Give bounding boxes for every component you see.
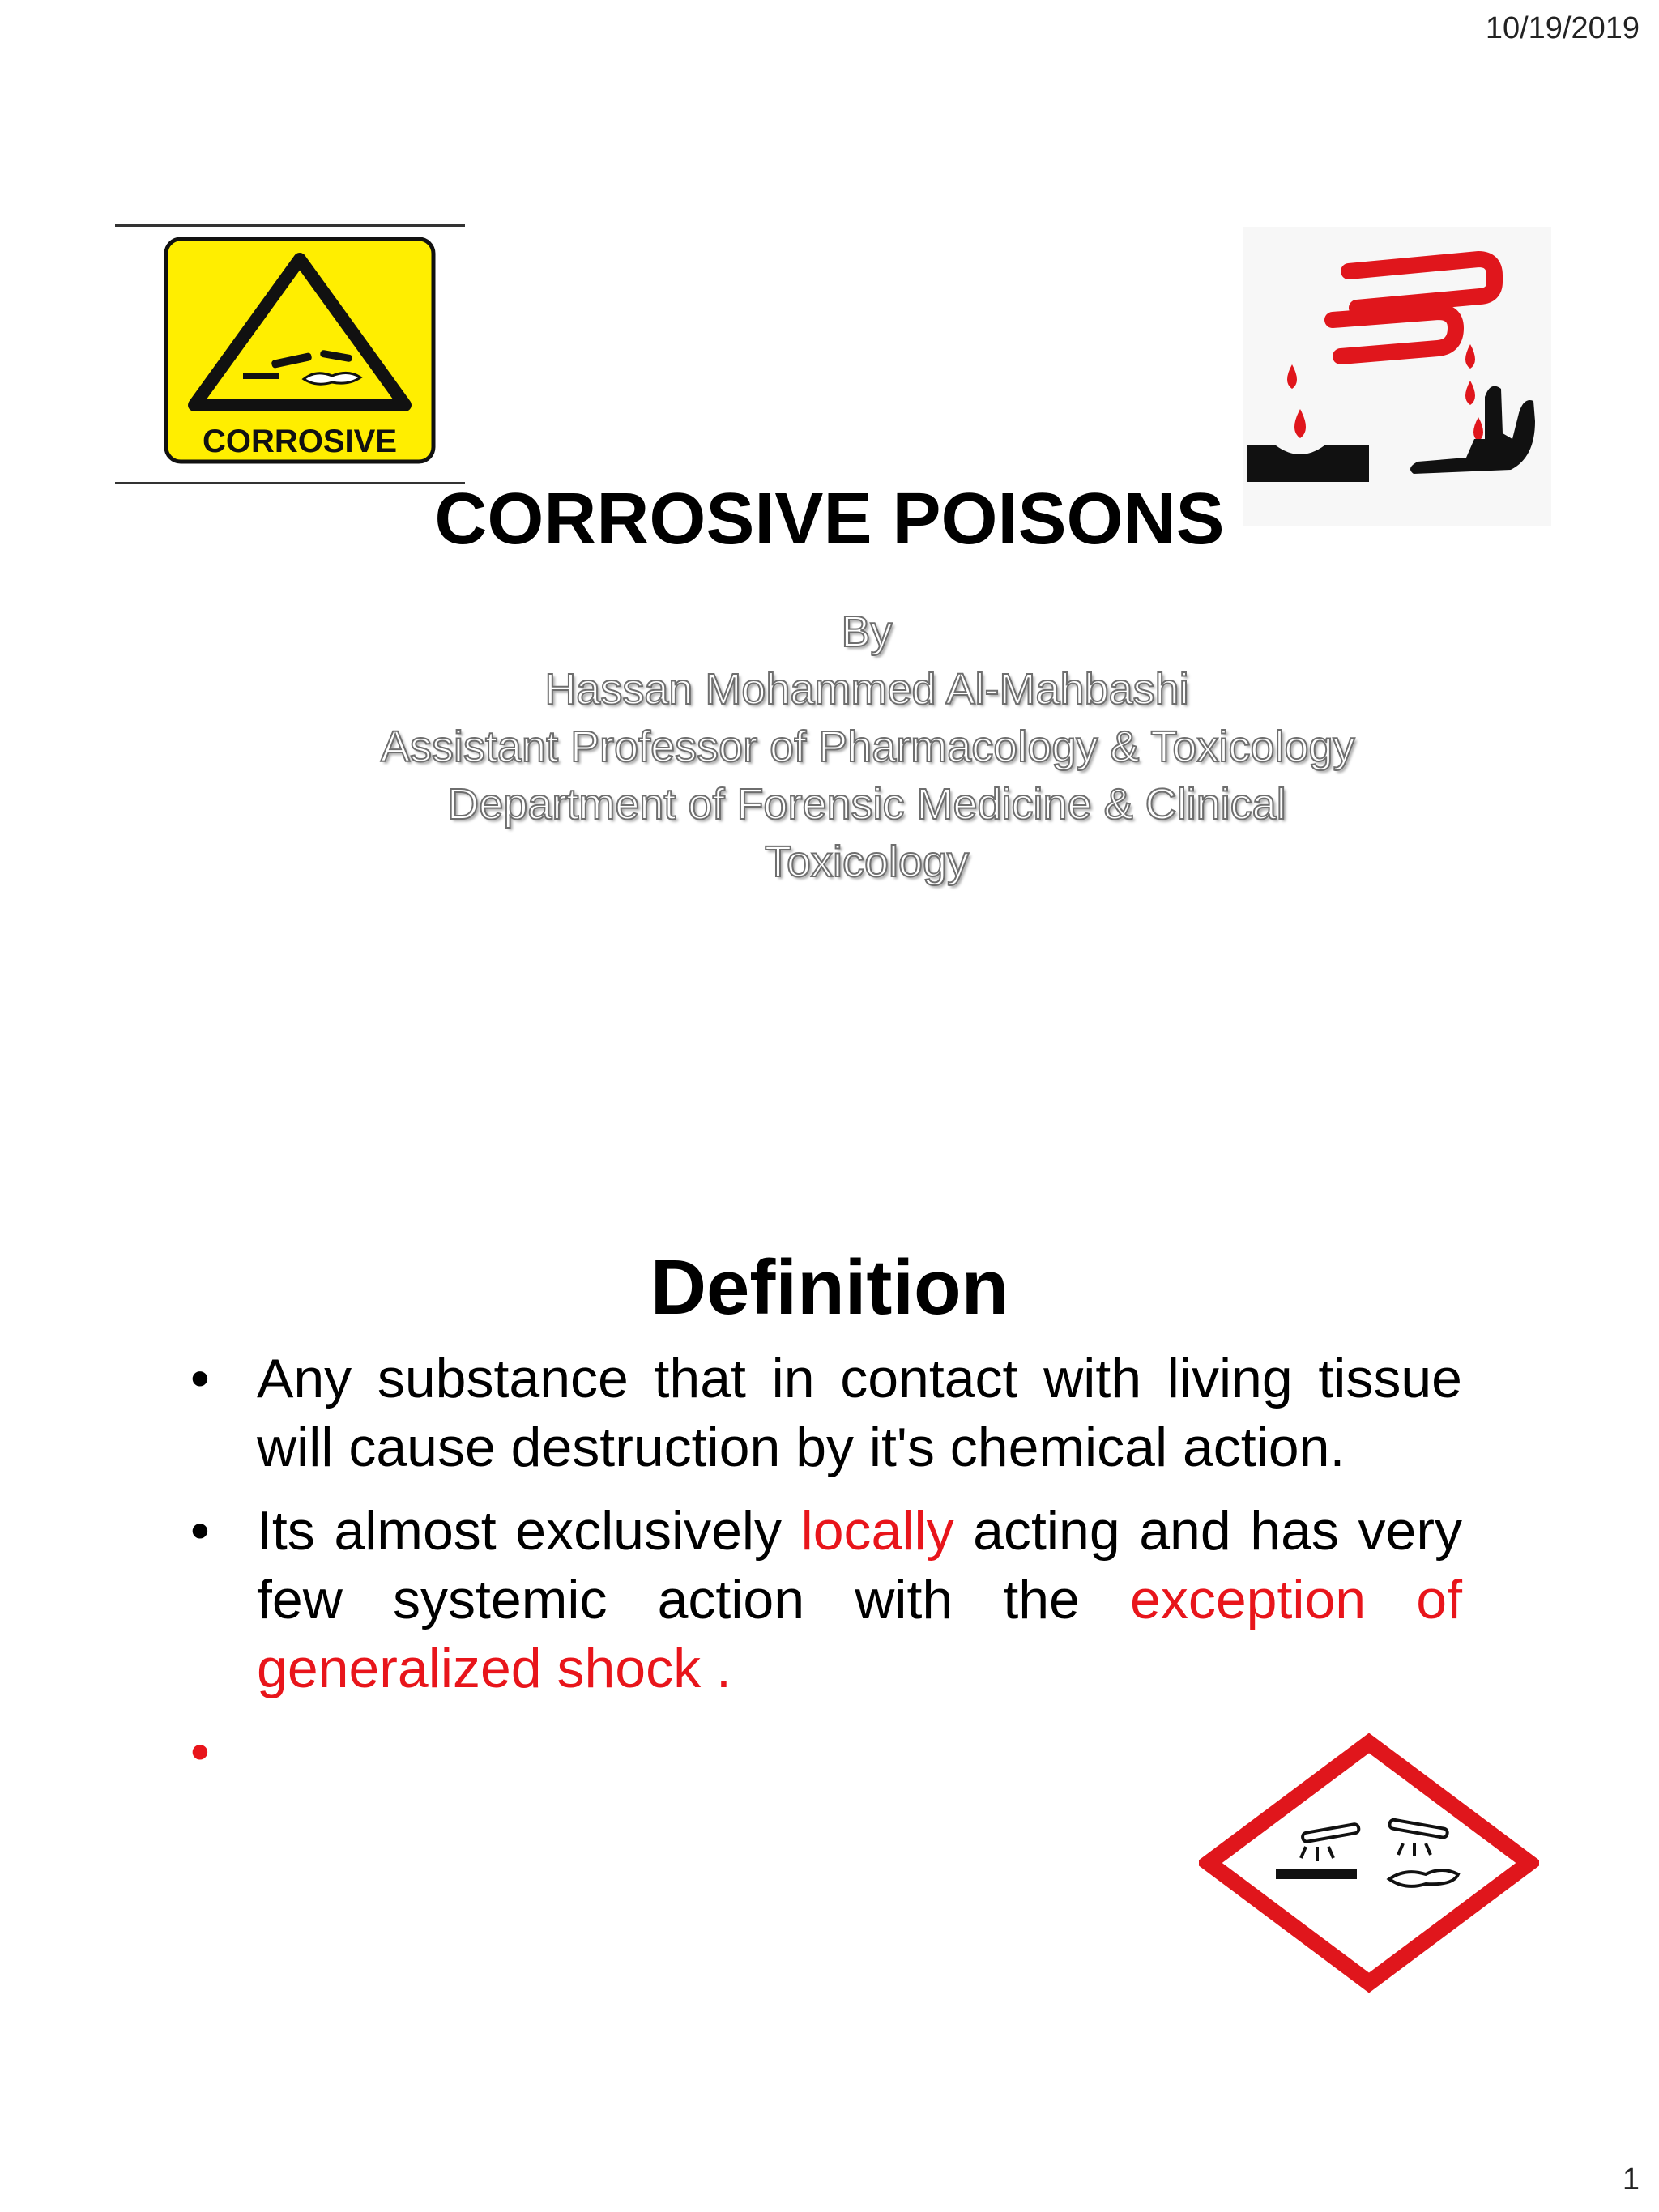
corrosive-warning-sign-icon: [122, 235, 446, 470]
page-number: 1: [1622, 2163, 1640, 2197]
byline-by: By: [841, 607, 893, 656]
bullet-text-part: Its almost exclusively: [257, 1500, 801, 1562]
date-stamp: 10/19/2019: [1485, 11, 1640, 45]
bullet-dot: •: [190, 1721, 210, 1783]
highlight-exception: exception of generalized shock .: [257, 1569, 1462, 1699]
highlight-locally: locally: [800, 1500, 954, 1562]
byline-author: Hassan Mohammed Al-Mahbashi: [544, 665, 1189, 714]
divider-top: [115, 224, 465, 227]
author-byline: [381, 603, 1353, 891]
bullet-item: [190, 1497, 1462, 1703]
sign-label: CORROSIVE: [202, 424, 398, 459]
bullet-text: Any substance that in contact with living tissue will cause destruction by it's chemical action.: [257, 1348, 1462, 1478]
bullet-dot: •: [190, 1500, 210, 1562]
bullet-item: [190, 1345, 1462, 1482]
byline-department-cont: Toxicology: [764, 837, 970, 886]
definition-heading: Definition: [650, 1244, 1009, 1331]
slide-title: CORROSIVE POISONS: [434, 479, 1225, 560]
bullet-text-part: acting and has very few systemic action with the: [257, 1500, 1462, 1630]
byline-position: Assistant Professor of Pharmacology & Toxicology: [381, 722, 1355, 771]
byline-department: Department of Forensic Medicine & Clinical: [447, 780, 1286, 829]
bullet-text: [257, 1497, 1462, 1703]
ghs-corrosive-pictogram-icon: [1199, 1733, 1539, 1993]
bullet-dot: •: [190, 1348, 210, 1409]
